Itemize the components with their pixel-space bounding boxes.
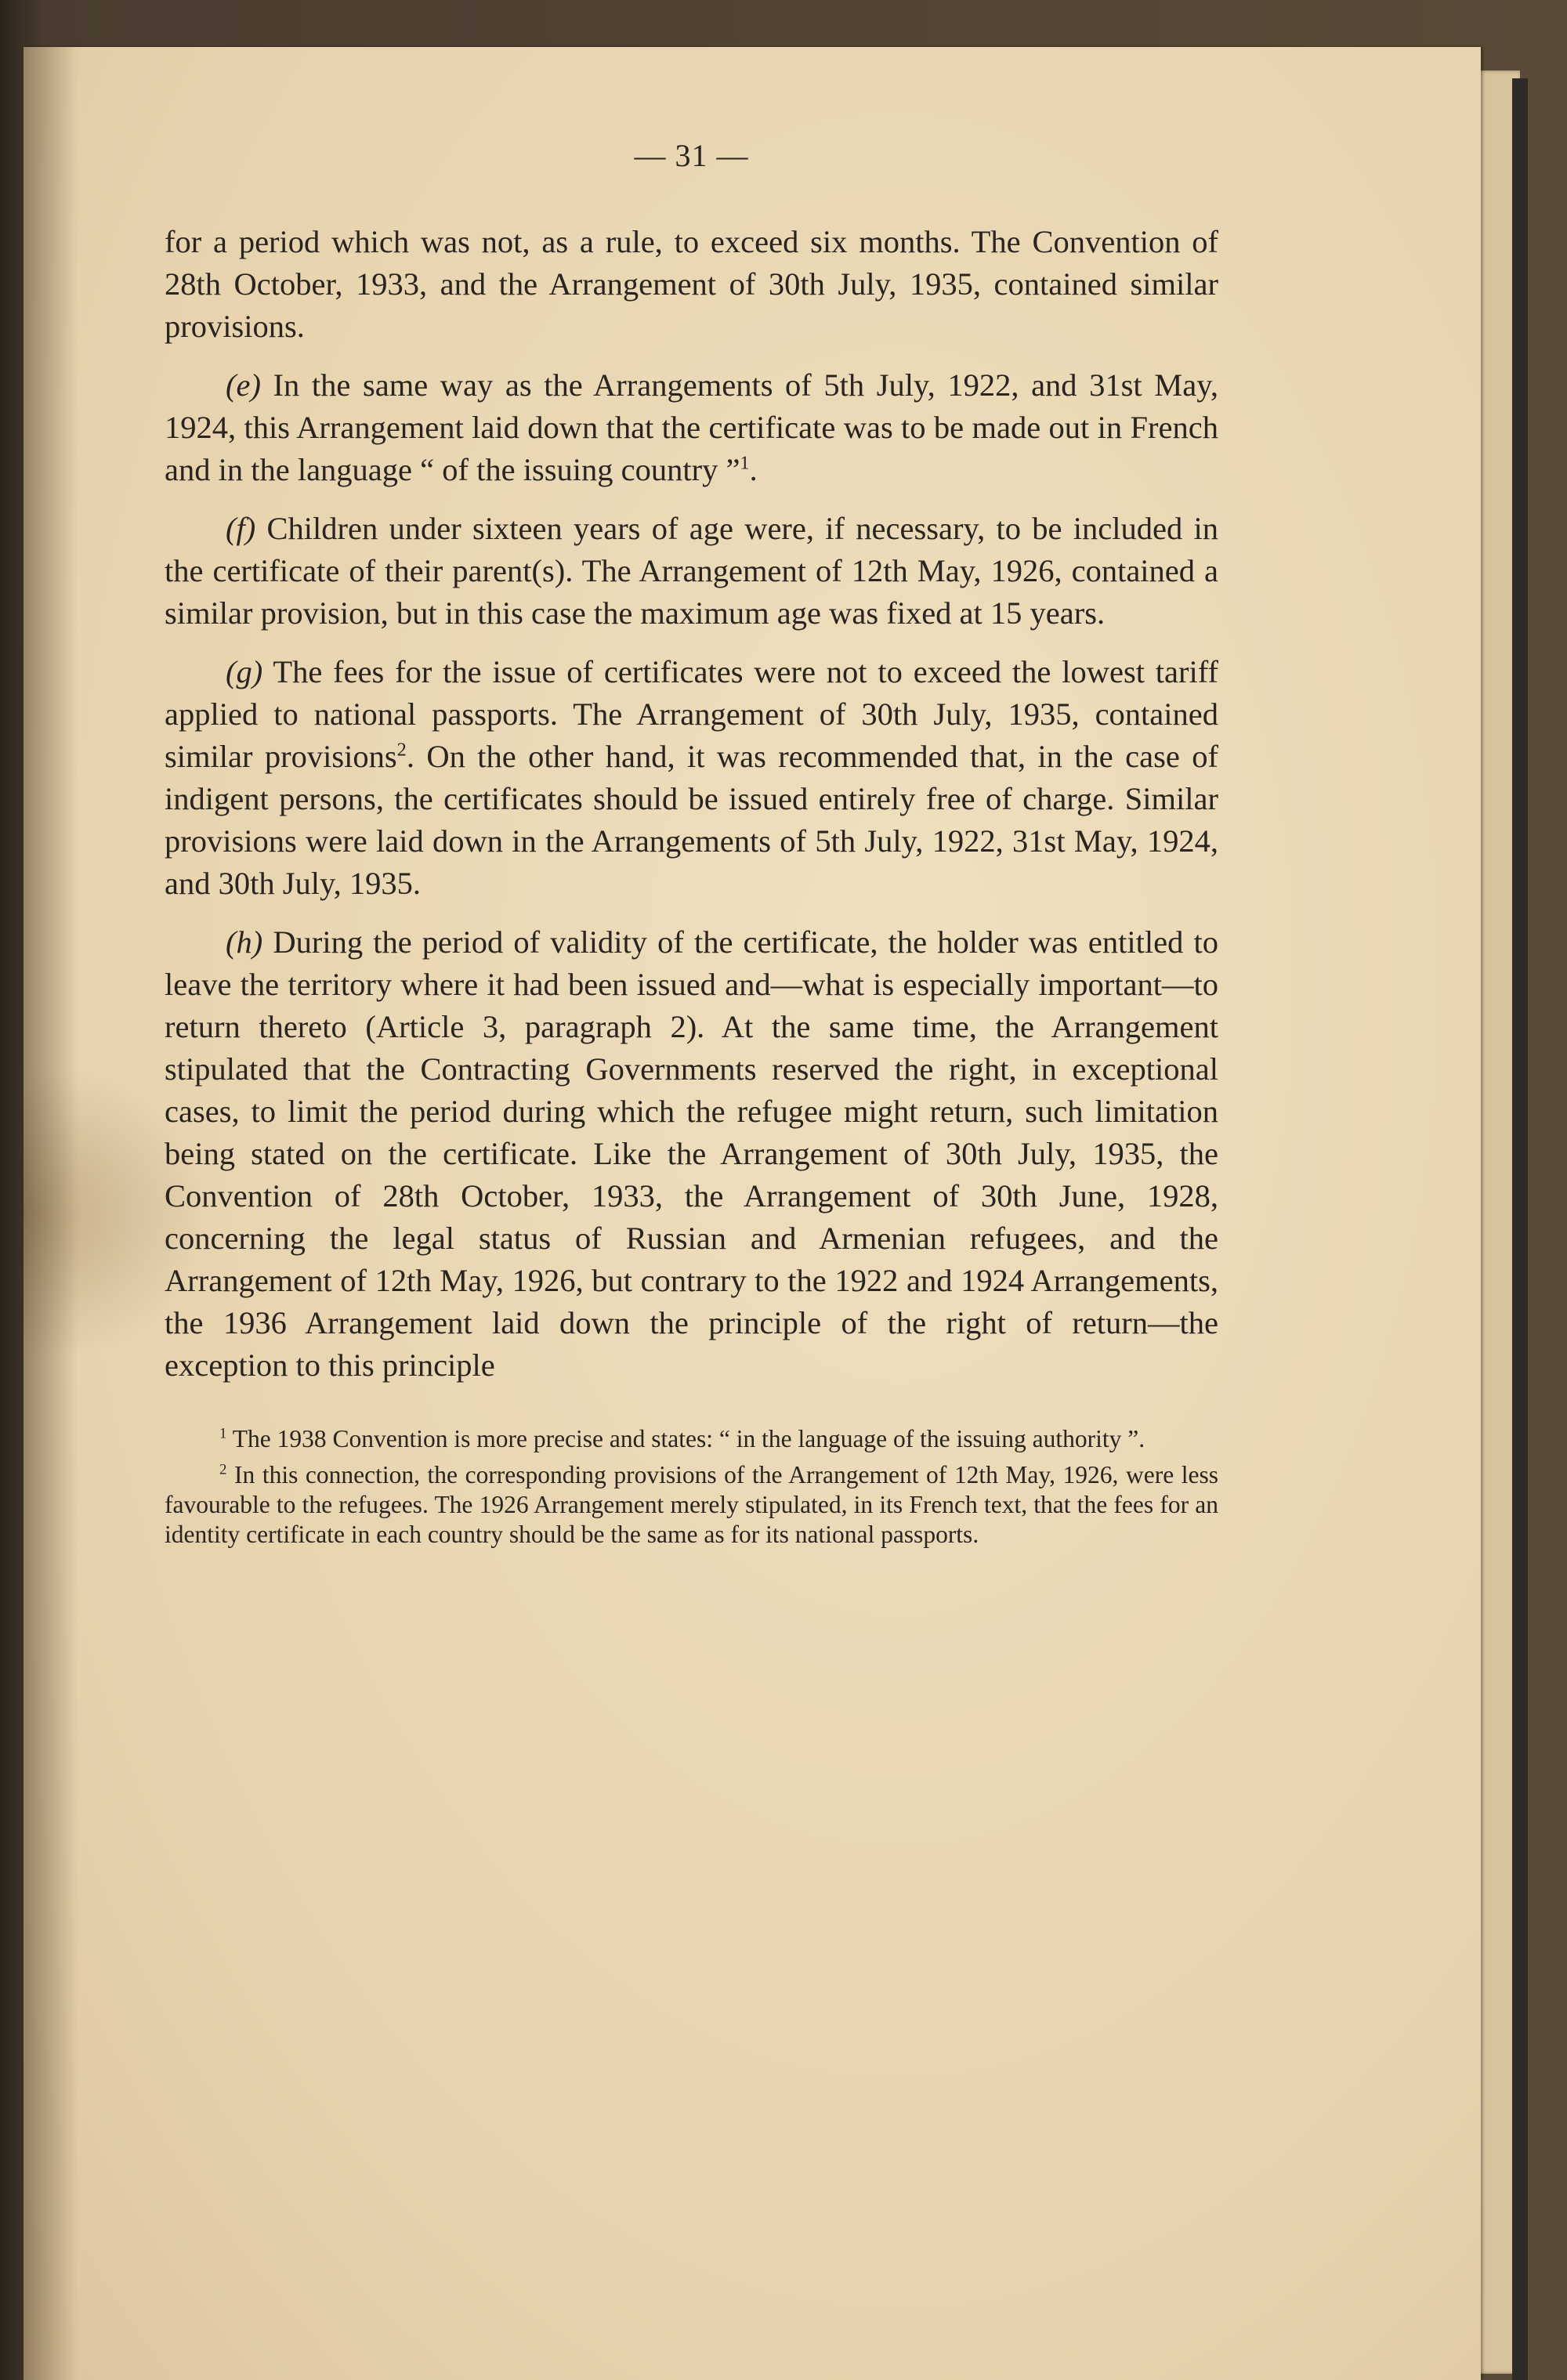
paragraph-text-after: . On the other hand, it was recommended that, in the case of indigent persons, the certificates should be issued entirely free of charge. Similar provisions were laid down in the Arrangements of 5th July, 1922, 31st May, 1924, and 30th July, 1935. — [165, 739, 1218, 901]
paragraph-continuation — [165, 221, 1218, 348]
binding-shadow — [24, 47, 78, 2380]
footnote-ref: 1 — [740, 452, 750, 474]
footnote-text: In this connection, the corresponding provisions of the Arrangement of 12th May, 1926, were less favourable to the refugees. The 1926 Arrangement merely stipulated, in its French text, that the fees for an identity certificate in each country should be the same as for its national passports. — [165, 1461, 1218, 1548]
paragraph-h — [165, 921, 1218, 1387]
paragraph-label: (f) — [226, 511, 256, 546]
footnote-mark: 1 — [219, 1425, 227, 1442]
page-text — [165, 137, 1218, 1556]
paragraph-text: The fees for the issue of certificates were not to exceed the lowest tariff applied to national passports. The Arrangement of 30th July, 1935, contained similar provisions — [165, 654, 1218, 774]
paragraph-label: (h) — [226, 924, 263, 960]
paragraph-text: In the same way as the Arrangements of 5th July, 1922, and 31st May, 1924, this Arrangement laid down that the certificate was to be made out in French and in the language “ of the issuing country ” — [165, 367, 1218, 487]
paragraph-text: for a period which was not, as a rule, to exceed six months. The Convention of 28th October, 1933, and the Arrangement of 30th July, 1935, contained similar provisions. — [165, 224, 1218, 344]
footnote-ref: 2 — [396, 739, 407, 761]
paragraph-label: (g) — [226, 654, 263, 689]
footnote-mark: 2 — [219, 1461, 227, 1478]
footnote-1 — [165, 1424, 1218, 1454]
paragraph-text: Children under sixteen years of age were, if necessary, to be included in the certificate of their parent(s). The Arrangement of 12th May, 1926, contained a similar provision, but in this case the maximum age was fixed at 15 years. — [165, 511, 1218, 631]
book-edge — [1512, 78, 1528, 2380]
footnotes — [165, 1424, 1218, 1550]
page-number: — 31 — — [634, 138, 749, 173]
paragraph-text: During the period of validity of the certificate, the holder was entitled to leave the territory where it had been issued and—what is especially important—to return thereto (Article 3, paragraph 2). At the same time, the Arrangement stipulated that the Contracting Governments reserved the right, in exceptional cases, to limit the period during which the refugee might return, such limitation being stated on the certificate. Like the Arrangement of 30th July, 1935, the Convention of 28th October, 1933, the Arrangement of 30th June, 1928, concerning the legal status of Russian and Armenian refugees, and the Arrangement of 12th May, 1926, but contrary to the 1922 and 1924 Arrangements, the 1936 Arrangement laid down the principle of the right of return—the exception to this principle — [165, 924, 1218, 1383]
paragraph-e — [165, 364, 1218, 491]
footnote-text: The 1938 Convention is more precise and states: “ in the language of the issuing authority ”. — [226, 1425, 1145, 1452]
paragraph-f — [165, 508, 1218, 635]
paragraph-label: (e) — [226, 367, 261, 403]
footnote-2 — [165, 1460, 1218, 1550]
paragraph-text-after: . — [749, 452, 758, 487]
paragraph-g — [165, 651, 1218, 905]
